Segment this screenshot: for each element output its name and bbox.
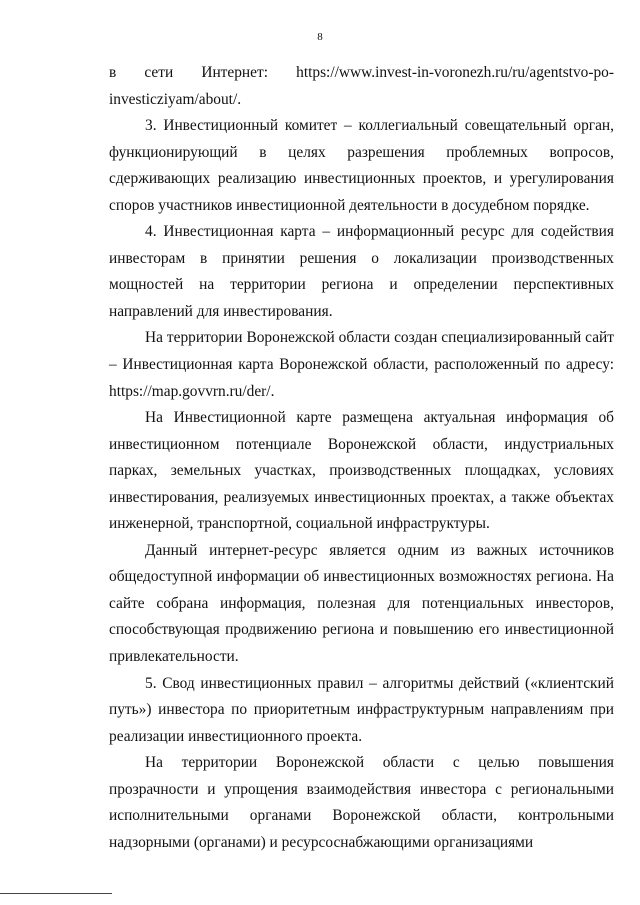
paragraph-resource-value: Данный интернет-ресурс является одним из важных источников общедоступной информации об инвестиционных возможностях региона. На сайте собрана информация, полезная для потенциальных инвесторов, способствующая продвижению региона и повышению его инвестиционной привлекательности.: [109, 541, 614, 666]
paragraph-map-site: На территории Воронежской области создан специализированный сайт – Инвестиционная карта Воронежской области, расположенный по адресу: https://map.govvrn.ru/der/.: [109, 329, 614, 400]
paragraph-investment-rules: 5. Свод инвестиционных правил – алгоритмы действий («клиентский путь») инвестора по приоритетным инфраструктурным направлениям при реализации инвестиционного проекта.: [109, 674, 614, 745]
paragraph-url-continuation: в сети Интернет: https://www.invest-in-voronezh.ru/ru/agentstvo-po-investicziyam/about/.: [109, 64, 614, 108]
paragraph-map-content: На Инвестиционной карте размещена актуальная информация об инвестиционном потенциале Воронежской области, индустриальных парках, земельных участках, производственных площадках, условиях инвестирования, реализуемых инвестиционных проектах, а также объектах инженерной, транспортной, социальной инфраструктуры.: [109, 409, 614, 533]
document-body: [109, 60, 614, 856]
paragraph-transparency: На территории Воронежской области с целью повышения прозрачности и упрощения взаимодействия инвестора с региональными исполнительными органами Воронежской области, контрольными надзорными (органами) и ресурсоснабжающими организациями: [109, 754, 614, 851]
paragraph-investment-committee: 3. Инвестиционный комитет – коллегиальный совещательный орган, функционирующий в целях разрешения проблемных вопросов, сдерживающих реализацию инвестиционных проектов, и урегулирования споров участников инвестиционной деятельности в досудебном порядке.: [109, 117, 614, 214]
paragraph-investment-map: 4. Инвестиционная карта – информационный ресурс для содействия инвесторам в принятии решения о локализации производственных мощностей на территории региона и определении перспективных направлений для инвестирования.: [109, 223, 614, 320]
footnote-divider: [0, 893, 112, 894]
page-number: 8: [317, 31, 323, 43]
